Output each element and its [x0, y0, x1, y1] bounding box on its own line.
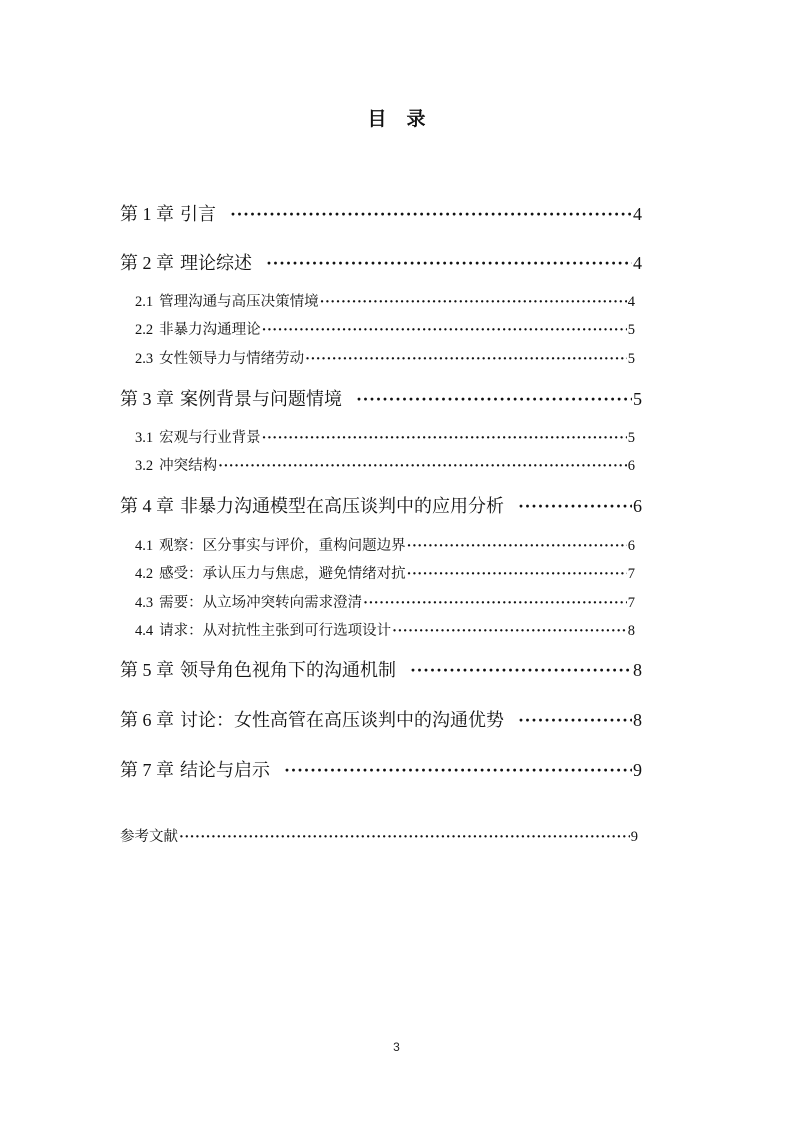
toc-page-number: 4	[627, 294, 635, 310]
toc-entry-section[interactable]	[135, 318, 635, 339]
toc-entry-label	[120, 656, 396, 682]
toc-entry-title: 理论综述	[180, 253, 252, 273]
toc-entry-title: 领导角色视角下的沟通机制	[180, 660, 396, 680]
toc-entry-title: 案例背景与问题情境	[180, 389, 342, 409]
toc-entry-chapter[interactable]	[120, 492, 642, 518]
toc-entry-chapter[interactable]	[120, 249, 642, 275]
toc-entry-title: 引言	[180, 204, 216, 224]
dot-leader	[410, 660, 632, 681]
toc-page-number: 5	[627, 351, 635, 367]
toc-entry-number: 第 7 章	[120, 760, 174, 780]
toc-page-number: 6	[627, 538, 635, 554]
toc-page-number: 9	[630, 829, 638, 845]
toc-page-number: 5	[633, 389, 642, 409]
dot-leader	[179, 829, 630, 846]
toc-entry-label	[120, 492, 504, 518]
toc-entry-section[interactable]	[135, 562, 635, 583]
toc-entry-title: 宏观与行业背景	[159, 430, 261, 446]
dot-leader	[284, 760, 632, 781]
toc-page-number: 8	[627, 623, 635, 639]
dot-leader	[266, 253, 632, 274]
toc-entry-chapter[interactable]	[120, 706, 642, 732]
toc-entry-title: 冲突结构	[159, 458, 218, 474]
toc-entry-label	[135, 318, 261, 339]
toc-page-number: 7	[627, 595, 635, 611]
toc-entry-chapter[interactable]	[120, 385, 642, 411]
page-title: 目录	[367, 108, 446, 130]
toc-entry-label	[120, 200, 216, 226]
toc-entry-chapter[interactable]	[120, 756, 642, 782]
page-number: 3	[393, 1040, 400, 1054]
toc-page-number: 6	[633, 496, 642, 516]
toc-entry-chapter[interactable]	[120, 200, 642, 226]
toc-entry-number: 4.2	[135, 566, 154, 582]
dot-leader	[356, 389, 632, 410]
toc-entry-references[interactable]	[120, 825, 638, 846]
toc-entry-chapter[interactable]	[120, 656, 642, 682]
toc-entry-section[interactable]	[135, 454, 635, 475]
dot-leader	[392, 623, 627, 640]
toc-entry-label	[135, 534, 406, 555]
toc-entry-label	[135, 562, 406, 583]
toc-entry-label	[135, 591, 362, 612]
toc-entry-label	[120, 756, 270, 782]
dot-leader	[262, 322, 627, 339]
toc-entry-section[interactable]	[135, 347, 635, 368]
toc-entry-section[interactable]	[135, 290, 635, 311]
toc-entry-number: 第 4 章	[120, 496, 174, 516]
toc-entry-number: 第 2 章	[120, 253, 174, 273]
toc-page-number: 4	[633, 253, 642, 273]
toc-entry-title: 女性领导力与情绪劳动	[159, 351, 305, 367]
toc-page-number: 5	[627, 430, 635, 446]
toc-page-number: 9	[633, 760, 642, 780]
toc-entry-label	[135, 426, 261, 447]
dot-leader	[305, 351, 627, 368]
dot-leader	[230, 204, 632, 225]
toc-entry-number: 2.3	[135, 351, 154, 367]
toc-entry-label	[120, 385, 342, 411]
toc-entry-title: 需要：从立场冲突转向需求澄清	[159, 595, 363, 611]
toc-entry-label	[120, 249, 252, 275]
toc-entry-number: 4.3	[135, 595, 154, 611]
toc-entry-number: 第 3 章	[120, 389, 174, 409]
toc-entry-number: 4.1	[135, 538, 154, 554]
toc-entry-label: 参考文献	[120, 829, 178, 845]
toc-entry-number: 3.1	[135, 430, 154, 446]
toc-entry-title: 观察：区分事实与评价，重构问题边界	[159, 538, 406, 554]
toc-entry-title: 非暴力沟通理论	[159, 322, 261, 338]
toc-entry-section[interactable]	[135, 534, 635, 555]
dot-leader	[518, 710, 632, 731]
toc-page-number: 4	[633, 204, 642, 224]
toc-entry-label	[120, 706, 504, 732]
toc-entry-title: 请求：从对抗性主张到可行选项设计	[159, 623, 392, 639]
toc-page-number: 7	[627, 566, 635, 582]
toc-page-number: 8	[633, 710, 642, 730]
toc-entry-number: 3.2	[135, 458, 154, 474]
dot-leader	[407, 566, 627, 583]
dot-leader	[407, 538, 627, 555]
toc-page-number: 5	[627, 322, 635, 338]
toc-page-number: 8	[633, 660, 642, 680]
toc-entry-number: 2.2	[135, 322, 154, 338]
toc-entry-title: 非暴力沟通模型在高压谈判中的应用分析	[180, 496, 504, 516]
toc-entry-label	[135, 454, 217, 475]
toc-entry-title: 结论与启示	[180, 760, 270, 780]
toc-entry-label	[135, 619, 391, 640]
toc-entry-number: 4.4	[135, 623, 154, 639]
toc-entry-title: 感受：承认压力与焦虑，避免情绪对抗	[159, 566, 406, 582]
dot-leader	[218, 458, 627, 475]
dot-leader	[320, 294, 627, 311]
toc-entry-title: 管理沟通与高压决策情境	[159, 294, 319, 310]
toc-entry-number: 第 5 章	[120, 660, 174, 680]
toc-entry-section[interactable]	[135, 591, 635, 612]
toc-entry-section[interactable]	[135, 619, 635, 640]
toc-entry-label	[135, 290, 319, 311]
dot-leader	[363, 595, 627, 612]
toc-page-number: 6	[627, 458, 635, 474]
dot-leader	[518, 496, 632, 517]
toc-entry-label	[135, 347, 304, 368]
toc-entry-number: 第 1 章	[120, 204, 174, 224]
toc-entry-number: 2.1	[135, 294, 154, 310]
dot-leader	[262, 430, 627, 447]
toc-entry-section[interactable]	[135, 426, 635, 447]
toc-entry-number: 第 6 章	[120, 710, 174, 730]
toc-entry-title: 讨论：女性高管在高压谈判中的沟通优势	[180, 710, 504, 730]
